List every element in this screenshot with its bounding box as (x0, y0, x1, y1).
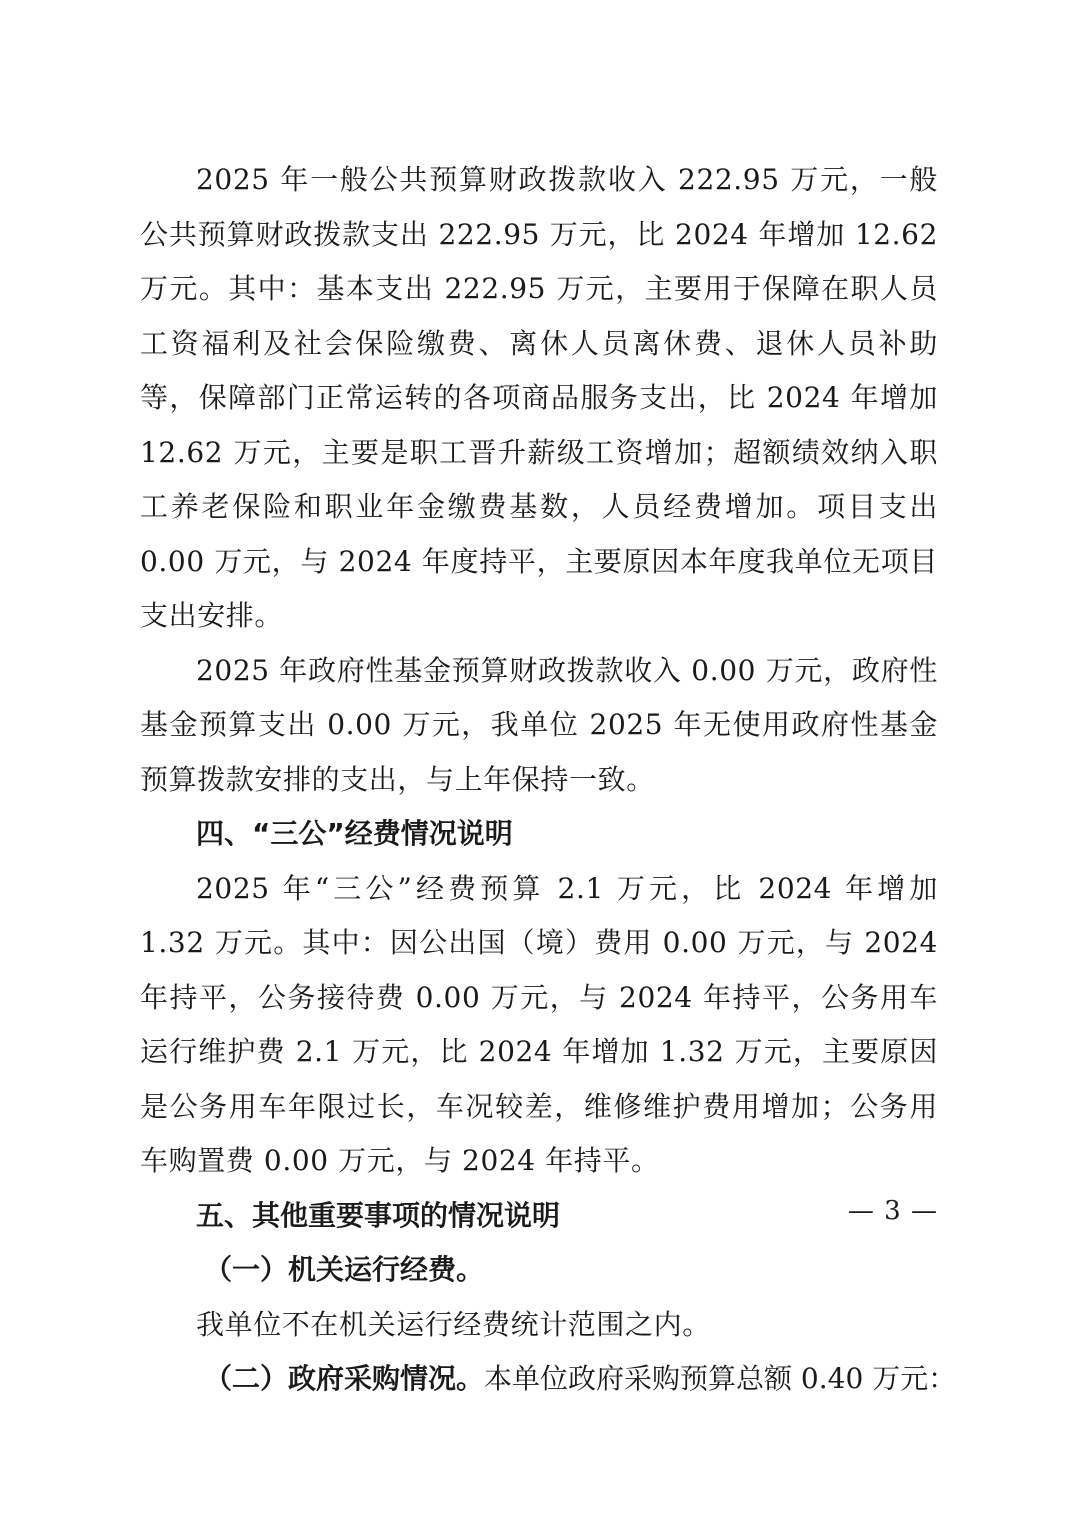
document-body (140, 153, 957, 1407)
section-heading-other-matters: 五、其他重要事项的情况说明 (196, 1198, 561, 1232)
subsection-heading-operating-funds: （一）机关运行经费。 (204, 1253, 485, 1286)
procurement-text: 本单位政府采购预算总额 0.40 万元： (484, 1362, 957, 1395)
section-heading-three-public: 四、“三公”经费情况说明 (196, 817, 513, 850)
paragraph-government-fund: 2025 年政府性基金预算财政拨款收入 0.00 万元，政府性基金预算支出 0.00 万元，我单位 2025 年无使用政府性基金预算拨款安排的支出，与上年保持一致。 (140, 653, 938, 796)
paragraph-government-procurement (140, 1352, 957, 1407)
paragraph-operating-funds: 我单位不在机关运行经费统计范围之内。 (196, 1307, 711, 1341)
page-number: — 3 — (847, 1196, 938, 1226)
paragraph-general-budget: 2025 年一般公共预算财政拨款收入 222.95 万元，一般公共预算财政拨款支出 222.95 万元，比 2024 年增加 12.62 万元。其中：基本支出 222.95 万元，主要用于保障在职人员工资福利及社会保险缴费、离休人员离休费、退休人员补助等，保障部门正常运转的各项商品服务支出，比 2024 年增加 12.62 万元，主要是职工晋升薪级工资增加；超额绩效纳入职工养老保险和职业年金缴费基数，人员经费增加。项目支出 0.00 万元，与 2024 年度持平，主要原因本年度我单位无项目支出安排。 (140, 163, 938, 632)
subsection-heading-procurement: （二）政府采购情况。 (204, 1362, 485, 1395)
paragraph-three-public-expenses: 2025 年“三公”经费预算 2.1 万元，比 2024 年增加 1.32 万元。其中：因公出国（境）费用 0.00 万元，与 2024 年持平，公务接待费 0.00 万元，与 2024 年持平，公务用车运行维护费 2.1 万元，比 2024 年增加 1.32 万元，主要原因是公务用车年限过长，车况较差，维修维护费用增加；公务用车购置费 0.00 万元，与 2024 年持平。 (140, 871, 938, 1177)
